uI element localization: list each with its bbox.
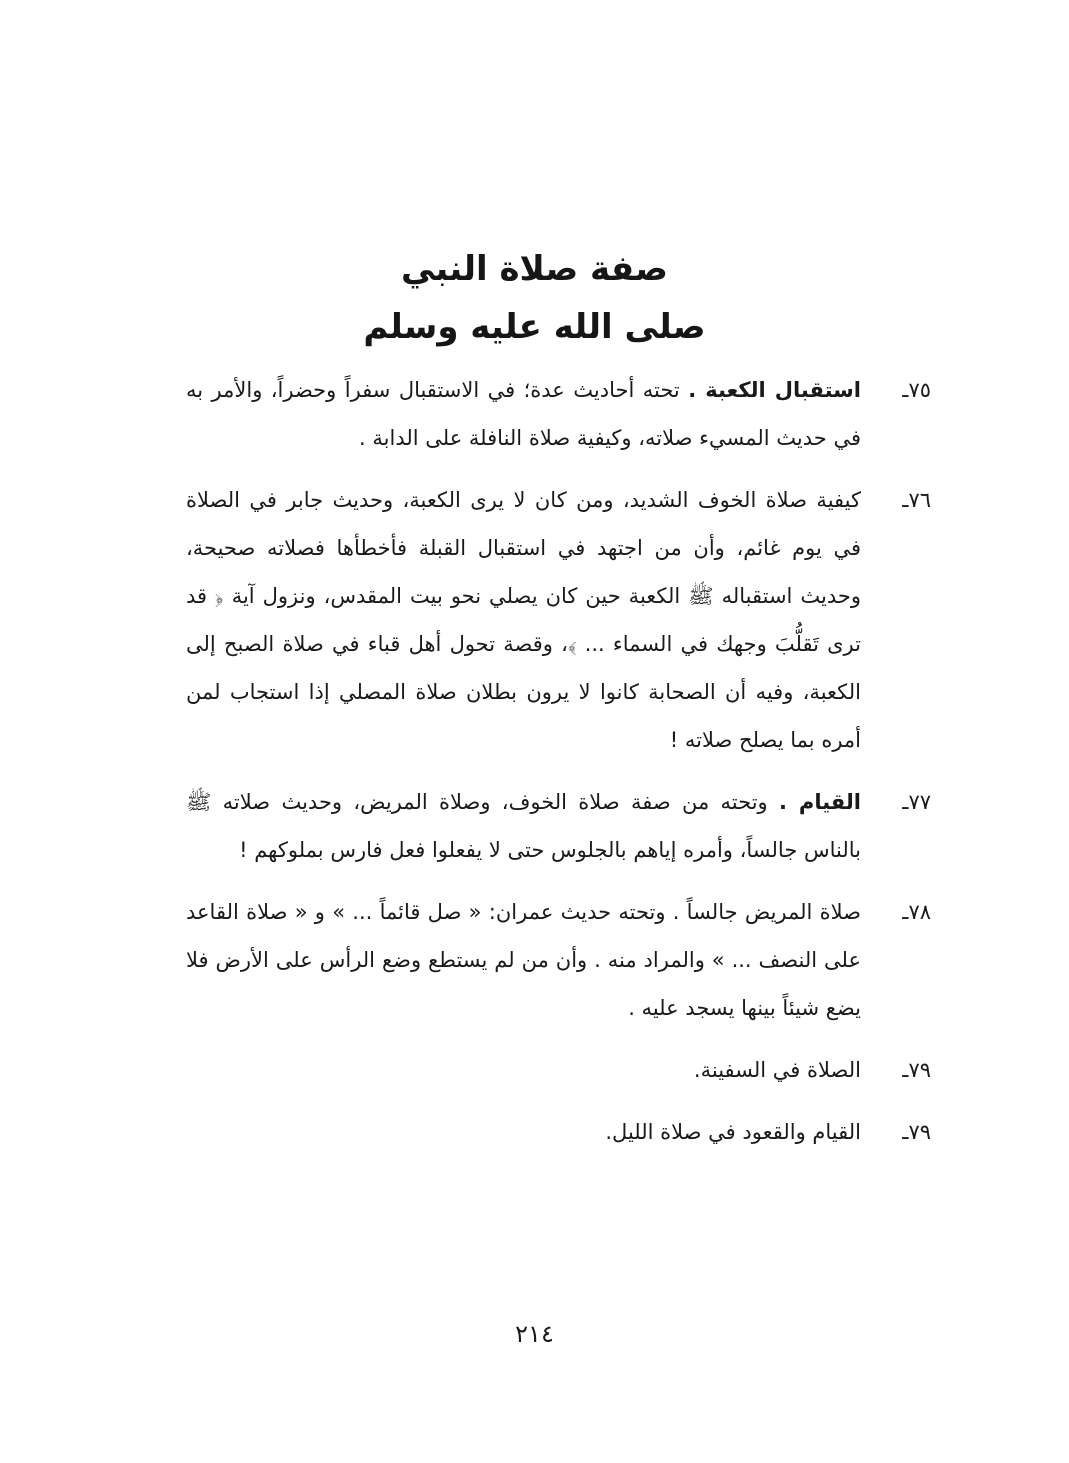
entry-body: [186, 888, 861, 1032]
entry-number: ٧٩ـ: [902, 1058, 931, 1082]
entry-number: ٧٩ـ: [902, 1120, 931, 1144]
entry-heading: القيام .: [779, 790, 861, 814]
entry-number: ٧٦ـ: [902, 488, 931, 512]
entry-text: تحته أحاديث عدة؛ في الاستقبال سفراً وحضراً، والأمر به في حديث المسيء صلاته، وكيفية صلاة النافلة على الدابة .: [186, 378, 861, 450]
title-line-1: صفة صلاة النبي: [401, 249, 668, 289]
list-item: [186, 1108, 931, 1156]
entry-list: [186, 366, 931, 1170]
entry-body: [186, 476, 861, 764]
entry-number: ٧٨ـ: [902, 900, 931, 924]
entry-body: [186, 1046, 861, 1094]
list-item: [186, 476, 931, 764]
entry-body: [186, 366, 861, 462]
list-item: [186, 888, 931, 1032]
entry-number: ٧٧ـ: [902, 790, 931, 814]
page-number: ٢١٤: [515, 1320, 554, 1348]
entry-text: الصلاة في السفينة.: [693, 1058, 861, 1082]
page-title: [0, 240, 1069, 356]
title-line-2: صلى الله عليه وسلم: [363, 307, 706, 347]
entry-number: ٧٥ـ: [902, 378, 931, 402]
entry-text: كيفية صلاة الخوف الشديد، ومن كان لا يرى الكعبة، وحديث جابر في الصلاة في يوم غائم، وأن من اجتهد في استقبال القبلة فأخطأها فصلاته صحيحة، وحديث استقباله ﷺ الكعبة حين كان يصلي نحو بيت المقدس، ونزول آية ﴿ قد ترى تَقلُّبَ وجهك في السماء ... ﴾، وقصة تحول أهل قباء في صلاة الصبح إلى الكعبة، وفيه أن الصحابة كانوا لا يرون بطلان صلاة المصلي إذا استجاب لمن أمره بما يصلح صلاته !: [186, 488, 861, 752]
entry-text: صلاة المريض جالساً . وتحته حديث عمران: « صل قائماً ... » و « صلاة القاعد على النصف ... » والمراد منه . وأن من لم يستطع وضع الرأس على الأرض فلا يضع شيئاً بينها يسجد عليه .: [186, 900, 861, 1020]
entry-body: [186, 1108, 861, 1156]
list-item: [186, 778, 931, 874]
entry-heading: استقبال الكعبة .: [688, 378, 861, 402]
entry-body: [186, 778, 861, 874]
list-item: [186, 1046, 931, 1094]
entry-text: وتحته من صفة صلاة الخوف، وصلاة المريض، وحديث صلاته ﷺ بالناس جالساً، وأمره إياهم بالجلوس حتى لا يفعلوا فعل فارس بملوكهم !: [186, 790, 861, 862]
entry-text: القيام والقعود في صلاة الليل.: [605, 1120, 861, 1144]
list-item: [186, 366, 931, 462]
